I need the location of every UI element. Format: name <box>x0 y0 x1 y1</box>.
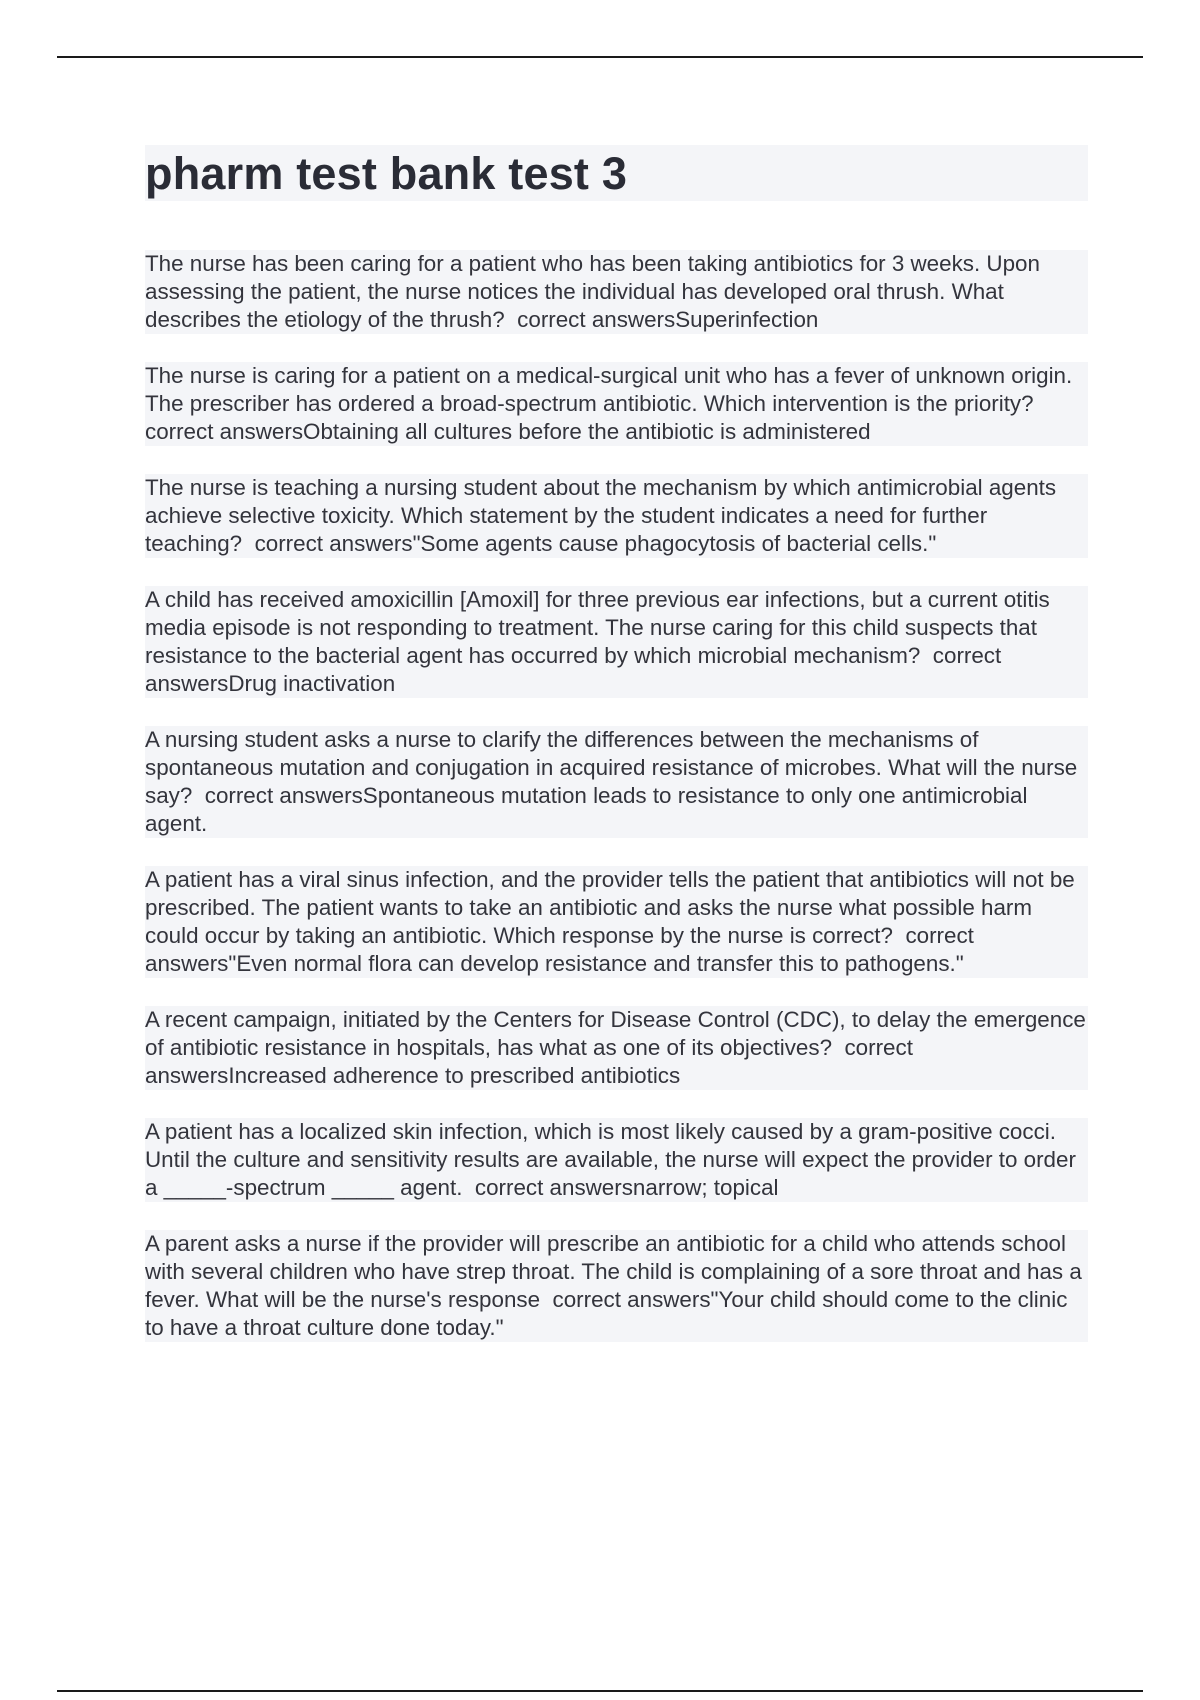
answer-text: "Some agents cause phagocytosis of bacterial cells." <box>412 531 937 556</box>
question-item <box>145 1118 1088 1202</box>
answer-prefix: correct answers <box>145 923 974 976</box>
question-text: A patient has a viral sinus infection, and the provider tells the patient that antibiotics will not be prescribed. The patient wants to take an antibiotic and asks the nurse what possible harm could occur by taking an antibiotic. Which response by the nurse is correct? <box>145 867 1075 948</box>
document-body <box>145 145 1088 1370</box>
answer-prefix: correct answers <box>145 419 304 444</box>
answer-text: narrow; topical <box>632 1175 779 1200</box>
bottom-rule <box>57 1690 1143 1692</box>
answer-prefix: correct answers <box>474 1175 633 1200</box>
answer-text: Drug inactivation <box>228 671 396 696</box>
answer-text: Spontaneous mutation leads to resistance to only one antimicrobial agent. <box>145 783 1028 836</box>
question-item <box>145 362 1088 446</box>
question-item <box>145 250 1088 334</box>
answer-text: "Your child should come to the clinic to have a throat culture done today." <box>145 1287 1068 1340</box>
question-text: A patient has a localized skin infection, which is most likely caused by a gram-positive cocci. Until the culture and sensitivity results are available, the nurse will expect the provider to order a _____-spectrum _____ agent. <box>145 1119 1076 1200</box>
question-text: The nurse is caring for a patient on a medical-surgical unit who has a fever of unknown origin. The prescriber has ordered a broad-spectrum antibiotic. Which intervention is the priority? <box>145 363 1073 416</box>
question-text: The nurse has been caring for a patient who has been taking antibiotics for 3 weeks. Upon assessing the patient, the nurse notices the individual has developed oral thrush. What describes the etiology of the thrush? <box>145 251 1040 332</box>
answer-prefix: correct answers <box>552 1287 711 1312</box>
question-item <box>145 866 1088 978</box>
answer-prefix: correct answers <box>517 307 676 332</box>
question-text: The nurse is teaching a nursing student about the mechanism by which antimicrobial agents achieve selective toxicity. Which statement by the student indicates a need for further teaching? <box>145 475 1057 556</box>
answer-text: Increased adherence to prescribed antibiotics <box>228 1063 681 1088</box>
question-item <box>145 1230 1088 1342</box>
answer-text: "Even normal flora can develop resistance and transfer this to pathogens." <box>228 951 964 976</box>
question-text: A nursing student asks a nurse to clarify the differences between the mechanisms of spontaneous mutation and conjugation in acquired resistance of microbes. What will the nurse say? <box>145 727 1078 808</box>
question-item <box>145 474 1088 558</box>
question-text: A child has received amoxicillin [Amoxil] for three previous ear infections, but a current otitis media episode is not responding to treatment. The nurse caring for this child suspects that resistance to the bacterial agent has occurred by which microbial mechanism? <box>145 587 1050 668</box>
answer-prefix: correct answers <box>145 1035 913 1088</box>
answer-text: Obtaining all cultures before the antibiotic is administered <box>303 419 871 444</box>
question-text: A recent campaign, initiated by the Centers for Disease Control (CDC), to delay the emergence of antibiotic resistance in hospitals, has what as one of its objectives? <box>145 1007 1086 1060</box>
question-item <box>145 586 1088 698</box>
title-banner <box>145 145 1088 201</box>
question-list <box>145 250 1088 1342</box>
answer-prefix: correct answers <box>204 783 363 808</box>
answer-text: Superinfection <box>675 307 819 332</box>
answer-prefix: correct answers <box>254 531 413 556</box>
question-text: A parent asks a nurse if the provider will prescribe an antibiotic for a child who attends school with several children who have strep throat. The child is complaining of a sore throat and has a fever. What will be the nurse's response <box>145 1231 1082 1312</box>
answer-prefix: correct answers <box>145 643 1002 696</box>
top-rule <box>57 56 1143 58</box>
question-item <box>145 1006 1088 1090</box>
page-title: pharm test bank test 3 <box>145 147 628 199</box>
question-item <box>145 726 1088 838</box>
